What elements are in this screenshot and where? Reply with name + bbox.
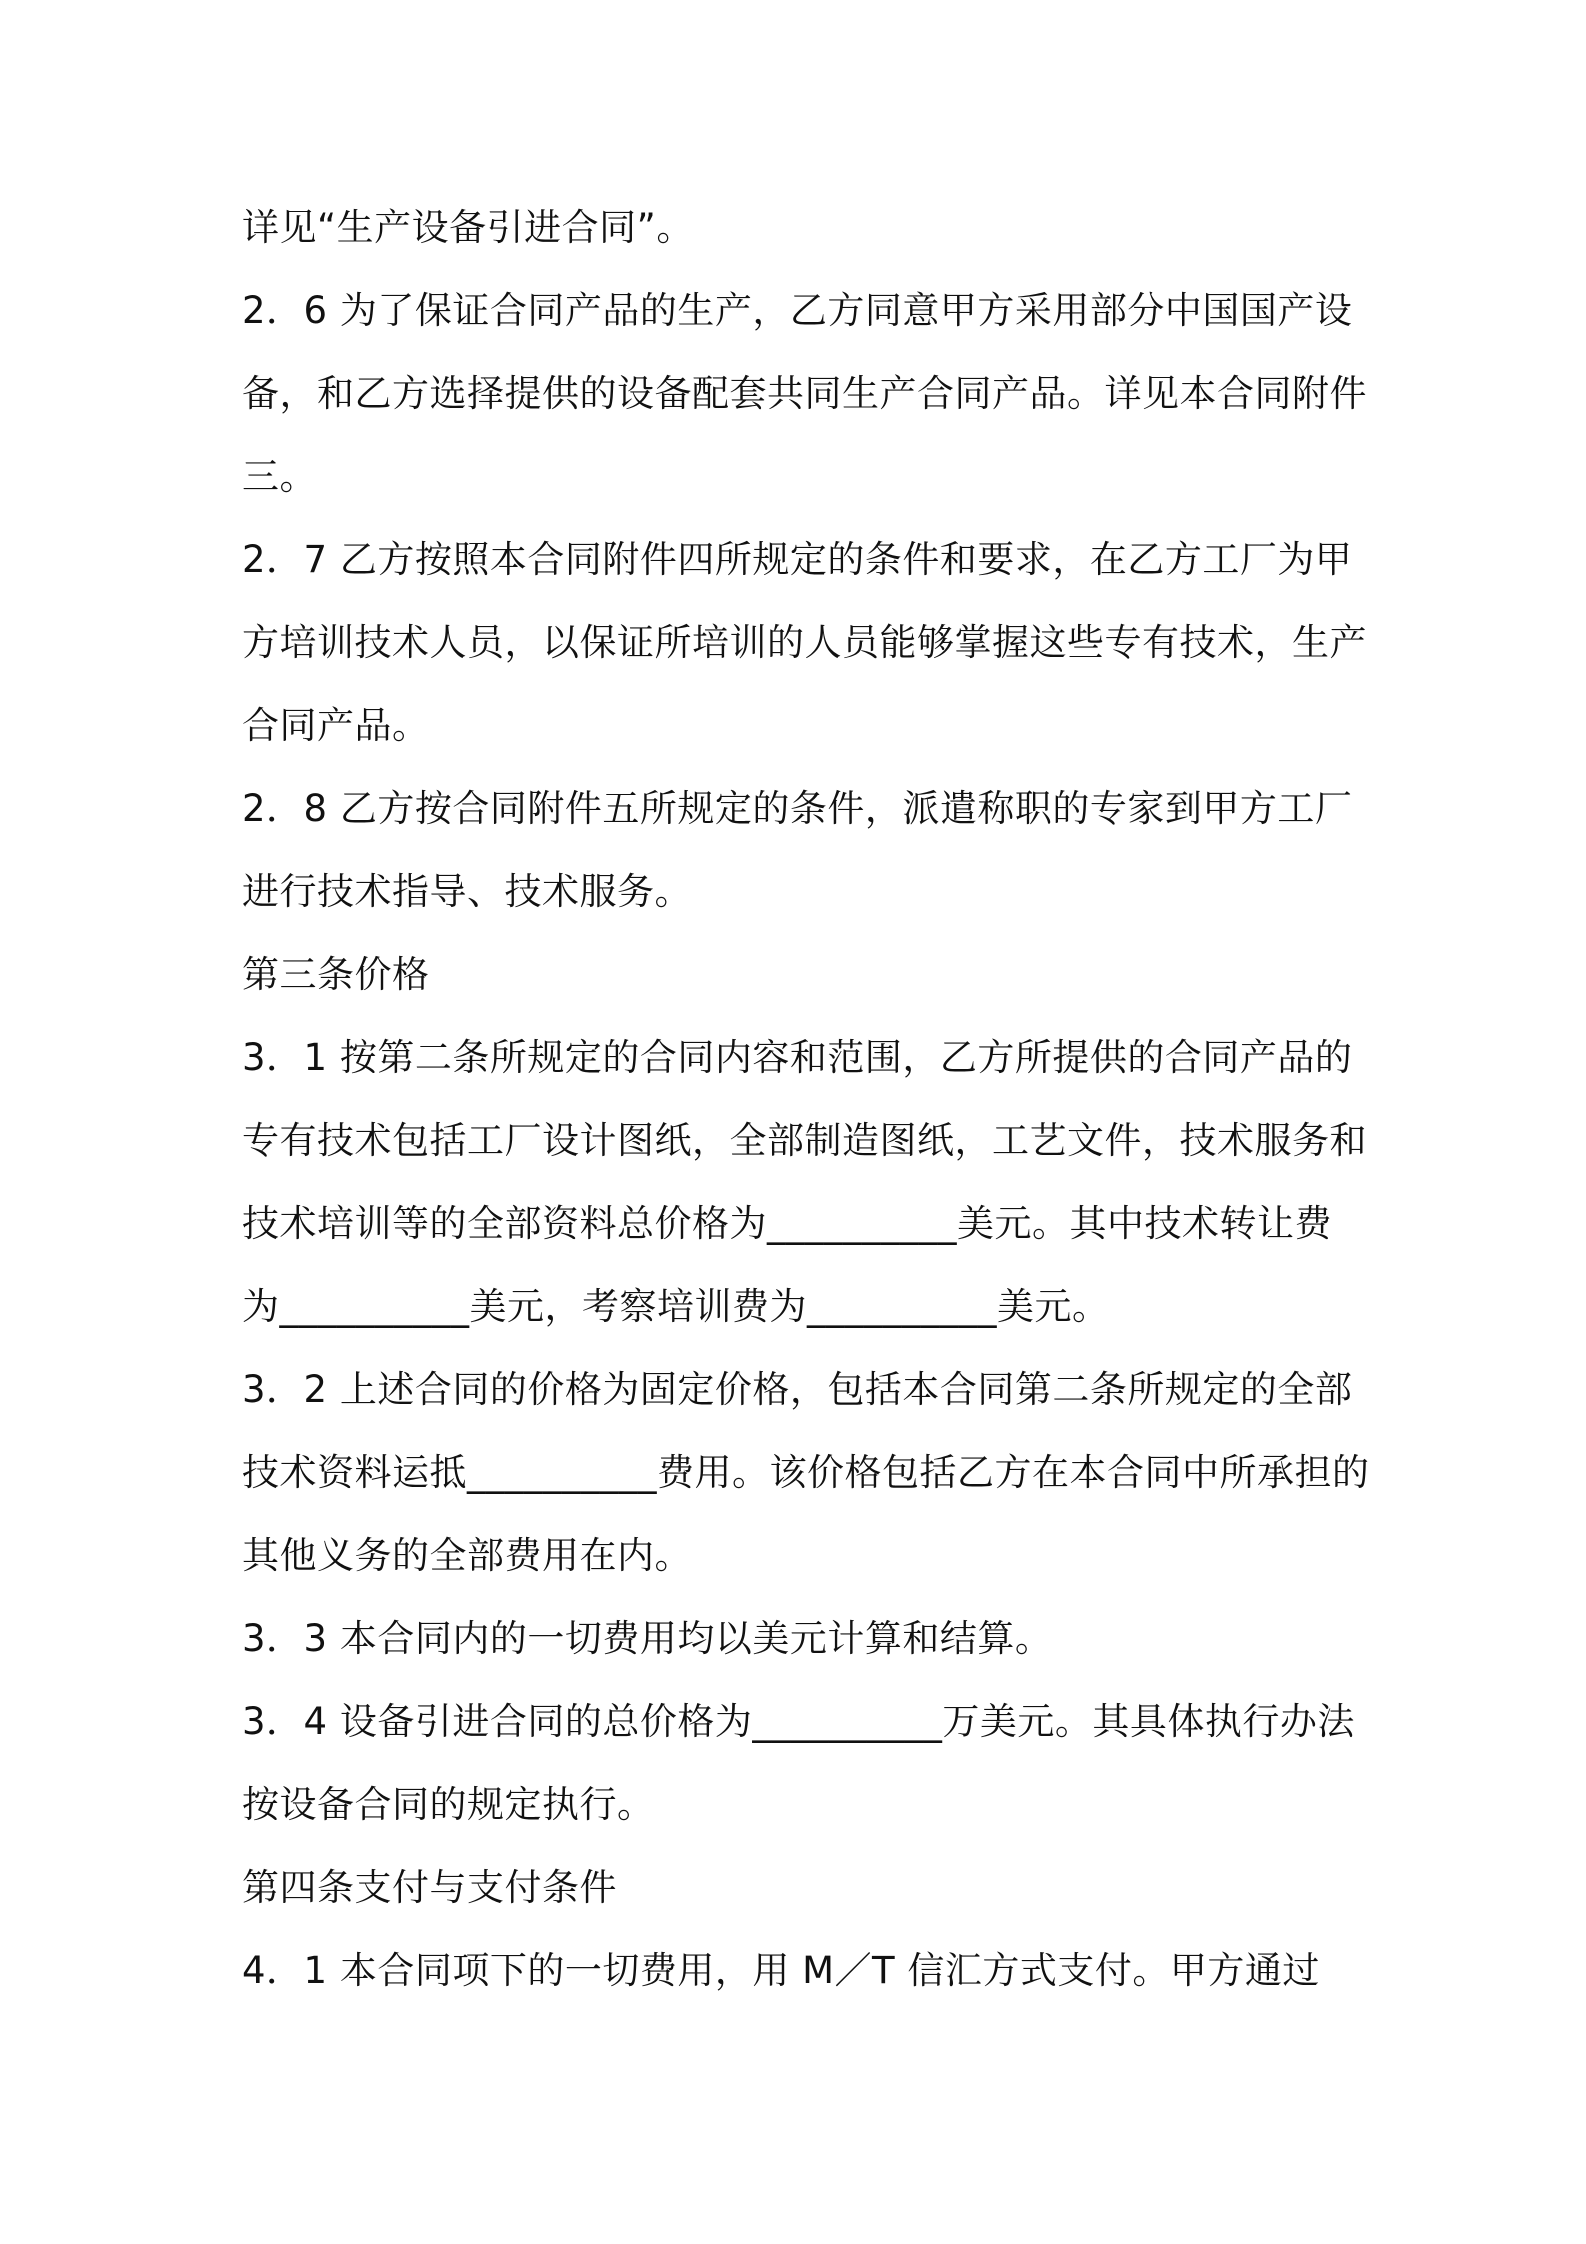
text-line: 2．7 乙方按照本合同附件四所规定的条件和要求，在乙方工厂为甲: [242, 538, 1353, 581]
section-heading: 第四条支付与支付条件: [242, 1866, 617, 1909]
text-line: 4．1 本合同项下的一切费用，用 M／T 信汇方式支付。甲方通过: [242, 1949, 1320, 1992]
text-line: 3．1 按第二条所规定的合同内容和范围，乙方所提供的合同产品的: [242, 1036, 1353, 1079]
text-line: 2．8 乙方按合同附件五所规定的条件，派遣称职的专家到甲方工厂: [242, 787, 1353, 830]
text-line: 技术资料运抵__________费用。该价格包括乙方在本合同中所承担的: [242, 1451, 1370, 1494]
text-line: 3．4 设备引进合同的总价格为__________万美元。其具体执行办法: [242, 1700, 1355, 1743]
text-line: 合同产品。: [242, 704, 430, 747]
text-line: 2．6 为了保证合同产品的生产，乙方同意甲方采用部分中国国产设: [242, 289, 1353, 332]
text-line: 为__________美元，考察培训费为__________美元。: [242, 1285, 1110, 1328]
text-line: 专有技术包括工厂设计图纸，全部制造图纸，工艺文件，技术服务和: [242, 1119, 1367, 1162]
text-line: 详见“生产设备引进合同”。: [242, 206, 694, 249]
section-heading: 第三条价格: [242, 953, 430, 996]
text-line: 备，和乙方选择提供的设备配套共同生产合同产品。详见本合同附件: [242, 372, 1367, 415]
text-line: 3．2 上述合同的价格为固定价格，包括本合同第二条所规定的全部: [242, 1368, 1353, 1411]
text-line: 方培训技术人员，以保证所培训的人员能够掌握这些专有技术，生产: [242, 621, 1367, 664]
text-line: 按设备合同的规定执行。: [242, 1783, 655, 1826]
text-line: 进行技术指导、技术服务。: [242, 870, 692, 913]
text-line: 3．3 本合同内的一切费用均以美元计算和结算。: [242, 1617, 1053, 1660]
text-line: 技术培训等的全部资料总价格为__________美元。其中技术转让费: [242, 1202, 1332, 1245]
text-line: 其他义务的全部费用在内。: [242, 1534, 692, 1577]
text-line: 三。: [242, 455, 317, 498]
